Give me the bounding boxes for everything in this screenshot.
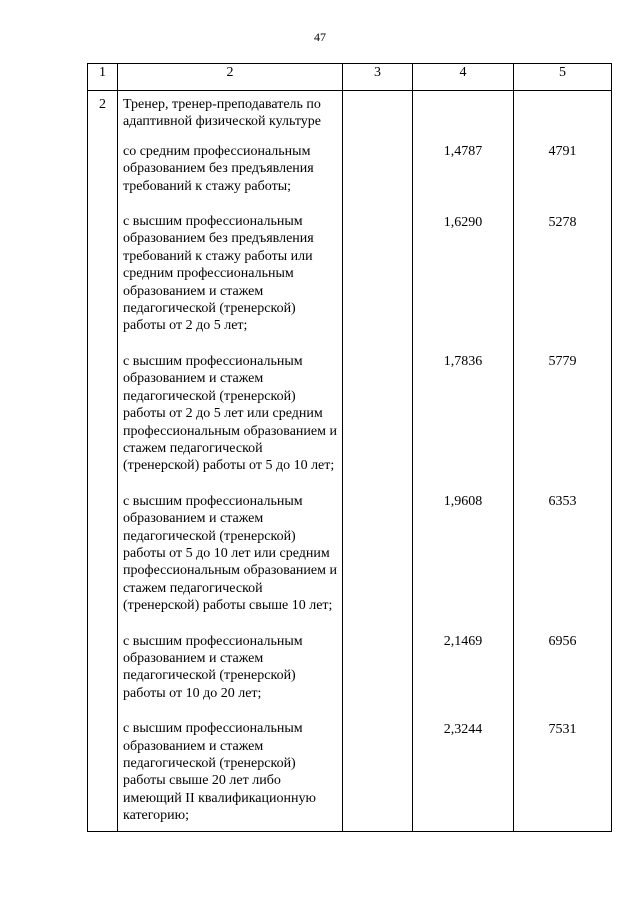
coefficient-value: 1,6290 xyxy=(443,214,483,230)
coefficient-value: 1,4787 xyxy=(443,144,483,160)
header-cell-2: 2 xyxy=(118,64,343,91)
qualification-text: с высшим профессиональным образованием и стажем педагогической (тренерской) работы от 10 до 20 лет; xyxy=(123,633,303,701)
coefficient-value: 2,1469 xyxy=(443,634,483,650)
qualification-text: с высшим профессиональным образованием и стажем педагогической (тренерской) работы от 2 до 5 лет или средним профессиональным образованием и стажем педагогической (тренерской) работы от 5 до 10 лет; xyxy=(123,353,337,474)
table-header-row xyxy=(88,64,612,91)
position-description xyxy=(118,91,343,832)
salary-value: 5779 xyxy=(548,354,577,370)
salary-value: 6353 xyxy=(548,494,577,510)
coefficient-value: 1,9608 xyxy=(443,494,483,510)
qualification-text: с высшим профессиональным образованием без предъявления требований к стажу работы или средним профессиональным образованием и стажем педагогической (тренерской) работы от 2 до 5 лет; xyxy=(123,214,314,334)
header-cell-3: 3 xyxy=(343,64,413,91)
salary-value: 6956 xyxy=(548,634,577,650)
table-row xyxy=(88,91,612,832)
page-number: 47 xyxy=(314,30,326,44)
header-cell-1: 1 xyxy=(88,64,118,91)
salary-value: 7531 xyxy=(548,721,577,737)
row-number: 2 xyxy=(88,91,118,832)
qualification-text: с высшим профессиональным образованием и стажем педагогической (тренерской) работы от 5 до 10 лет или средним профессиональным образованием и стажем педагогической (тренерской) работы свыше 10 лет; xyxy=(123,493,337,614)
coefficient-column xyxy=(413,91,514,832)
qualification-text: с высшим профессиональным образованием и стажем педагогической (тренерской) работы свыше 20 лет либо имеющий II квалификационную категорию; xyxy=(123,721,316,824)
salary-value: 5278 xyxy=(548,214,577,230)
coefficient-value: 2,3244 xyxy=(443,721,483,737)
salary-table xyxy=(87,63,612,832)
salary-column xyxy=(514,91,612,832)
coefficient-value: 1,7836 xyxy=(443,354,483,370)
position-title: Тренер, тренер-преподаватель по адаптивной физической культуре xyxy=(123,97,322,130)
qualification-text: со средним профессиональным образованием без предъявления требований к стажу работы; xyxy=(123,143,314,194)
salary-value: 4791 xyxy=(548,144,577,160)
header-cell-5: 5 xyxy=(514,64,612,91)
header-cell-4: 4 xyxy=(413,64,514,91)
column-3-cell xyxy=(343,91,413,832)
